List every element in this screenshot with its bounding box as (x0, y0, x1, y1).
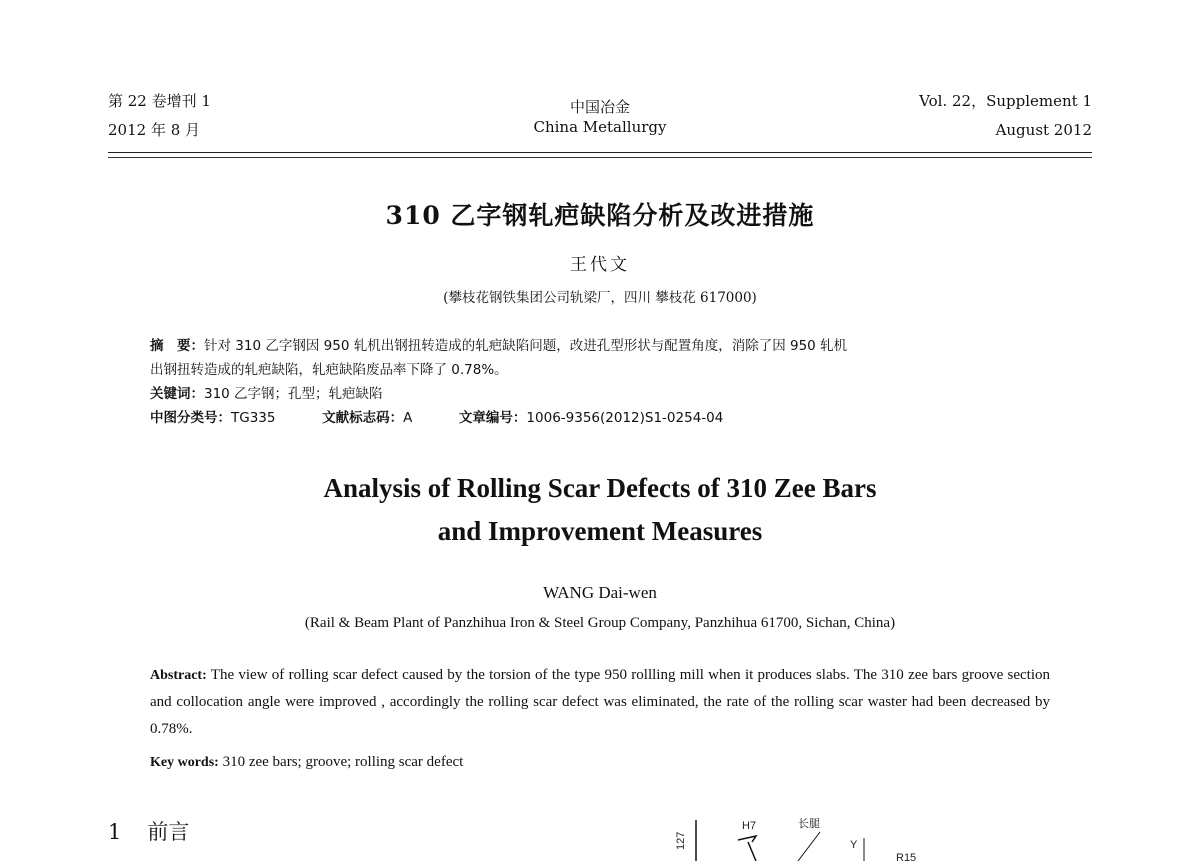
doc-code-value: A (403, 410, 413, 426)
paper-title-en-line2: and Improvement Measures (437, 516, 763, 546)
paper-title-en-line1: Analysis of Rolling Scar Defects of 310 Zee Bars (323, 473, 877, 503)
journal-date-en: August 2012 (995, 121, 1092, 139)
journal-name-en: China Metallurgy (533, 118, 667, 136)
journal-date-cn: 2012 年 8 月 (108, 121, 201, 139)
figure-label-h7: H7 (742, 820, 757, 832)
affiliation-cn: (攀枝花钢铁集团公司轨梁厂，四川 攀枝花 617000) (443, 290, 757, 306)
keywords-en-text: 310 zee bars; groove; rolling scar defect (222, 754, 464, 770)
classification-line (150, 406, 1070, 430)
paper-title-cn: 310 乙字钢轧疤缺陷分析及改进措施 (385, 201, 815, 230)
abstract-cn-text1: 针对 310 乙字钢因 950 轧机出钢扭转造成的轧疤缺陷问题，改进孔型形状与配置角度，消除了因 950 轧机 (204, 338, 848, 354)
article-no-label: 文章编号： (458, 410, 527, 426)
header-rule-top (108, 152, 1092, 153)
section-title: 前言 (147, 820, 190, 844)
groove-figure-svg (660, 812, 940, 861)
author-en: WANG Dai-wen (543, 583, 657, 602)
abstract-cn (150, 334, 1070, 430)
abstract-en (150, 662, 1050, 743)
figure-arrow (738, 836, 756, 842)
author-cn: 王代文 (570, 255, 630, 275)
doc-code-label: 文献标志码： (322, 410, 404, 426)
abstract-en-label: Abstract: (150, 668, 207, 683)
keywords-en-label: Key words: (150, 755, 219, 770)
keywords-en (150, 749, 1050, 776)
article-no-value: 1006-9356(2012)S1-0254-04 (526, 410, 724, 426)
figure-label-y: Y (850, 839, 858, 851)
groove-figure (660, 812, 940, 861)
keywords-cn-text: 310 乙字钢；孔型；轧疤缺陷 (204, 386, 383, 402)
section-number: 1 (108, 820, 122, 844)
affiliation-en: (Rail & Beam Plant of Panzhihua Iron & Steel Group Company, Panzhihua 61700, Sichan, China) (304, 615, 896, 631)
journal-volume-en: Vol. 22，Supplement 1 (919, 92, 1092, 110)
figure-label-r15: R15 (896, 852, 917, 861)
section-heading (108, 816, 189, 846)
abstract-en-text: The view of rolling scar defect caused by the torsion of the type 950 rollling mill when it produces slabs. The 310 zee bars groove section and collocation angle were improved , accordingly the rolling scar defect was eliminated, the rate of the rolling scar waster had been decreased by 0.78%. (150, 667, 1051, 737)
clc-label: 中图分类号： (150, 410, 231, 426)
journal-volume: 第 22 卷增刊 1 (108, 92, 211, 110)
clc-value: TG335 (231, 410, 276, 426)
abstract-cn-line2: 出钢扭转造成的轧疤缺陷，轧疤缺陷废品率下降了 0.78%。 (150, 362, 508, 378)
journal-name-cn: 中国冶金 (569, 98, 630, 116)
figure-leader-line (798, 832, 820, 861)
figure-label-long-leg: 长腿 (798, 818, 820, 830)
abstract-cn-label: 摘 要： (150, 338, 204, 354)
figure-label-127: 127 (675, 831, 687, 850)
header-rule-bottom (108, 157, 1092, 158)
abstract-cn-line1 (150, 334, 1070, 358)
keywords-cn-label: 关键词： (150, 386, 204, 402)
keywords-cn (150, 382, 1070, 406)
figure-line-diagonal (748, 842, 756, 861)
